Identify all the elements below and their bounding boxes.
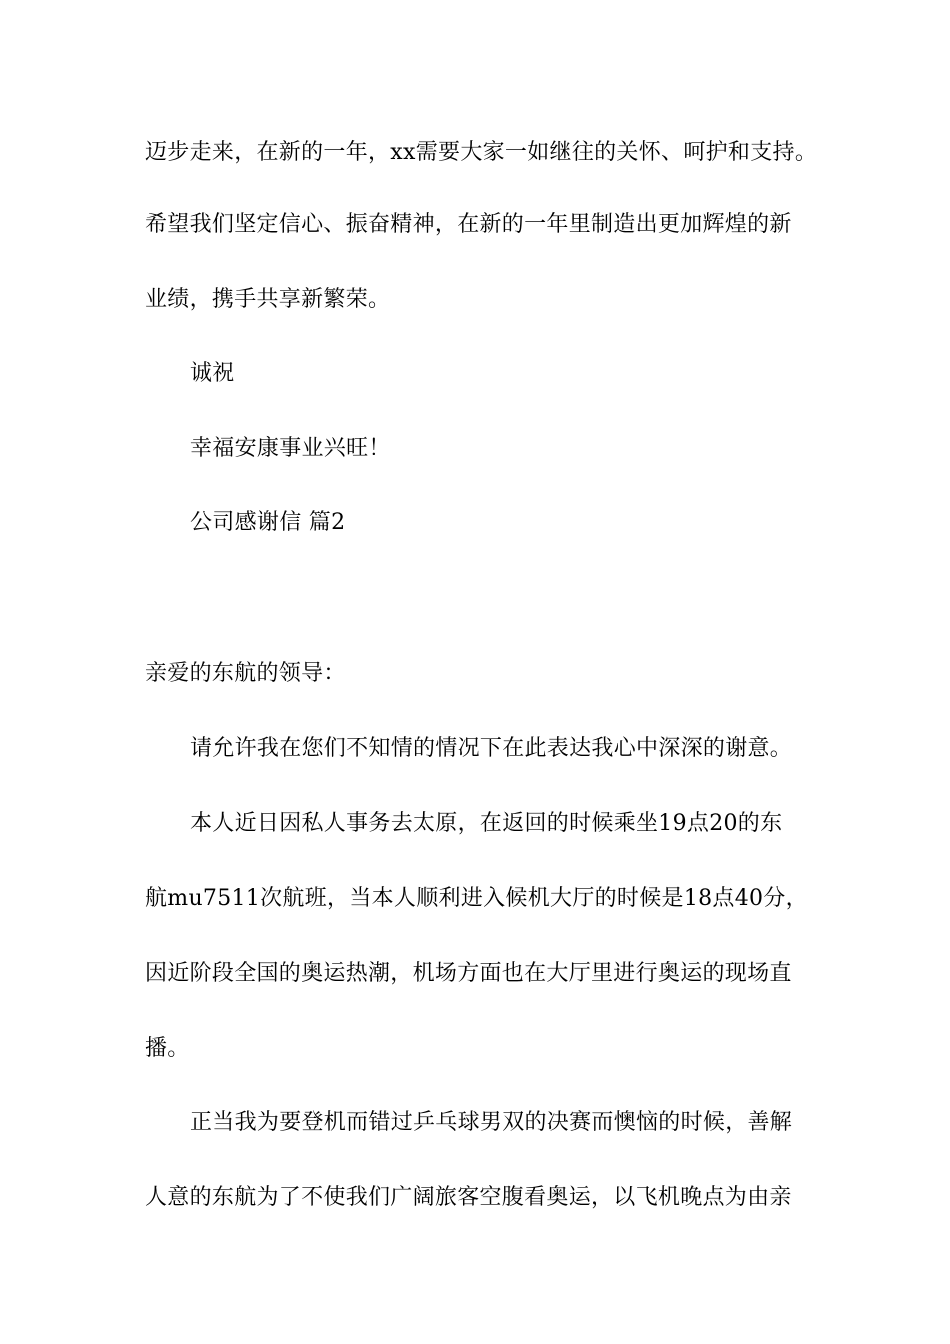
greeting-line: 亲爱的东航的领导： bbox=[145, 661, 346, 686]
paragraph-line: 航mu7511次航班，当本人顺利进入候机大厅的时候是18点40分， bbox=[145, 886, 808, 911]
section-heading: 公司感谢信 篇2 bbox=[190, 510, 346, 535]
wish-line: 幸福安康事业兴旺！ bbox=[190, 436, 391, 461]
paragraph-line: 正当我为要登机而错过乒乓球男双的决赛而懊恼的时候，善解 bbox=[190, 1110, 793, 1135]
paragraph-line: 希望我们坚定信心、振奋精神，在新的一年里制造出更加辉煌的新 bbox=[145, 212, 792, 237]
paragraph-line: 因近阶段全国的奥运热潮，机场方面也在大厅里进行奥运的现场直 bbox=[145, 961, 792, 986]
salutation-line: 诚祝 bbox=[190, 361, 235, 386]
paragraph-line: 请允许我在您们不知情的情况下在此表达我心中深深的谢意。 bbox=[190, 736, 793, 761]
paragraph-line: 迈步走来，在新的一年，xx需要大家一如继往的关怀、呵护和支持。 bbox=[145, 140, 818, 165]
paragraph-line: 本人近日因私人事务去太原，在返回的时候乘坐19点20的东 bbox=[190, 811, 783, 836]
paragraph-line: 业绩，携手共享新繁荣。 bbox=[145, 287, 391, 312]
paragraph-line: 人意的东航为了不使我们广阔旅客空腹看奥运，以飞机晚点为由亲 bbox=[145, 1185, 792, 1210]
paragraph-line: 播。 bbox=[145, 1036, 190, 1061]
